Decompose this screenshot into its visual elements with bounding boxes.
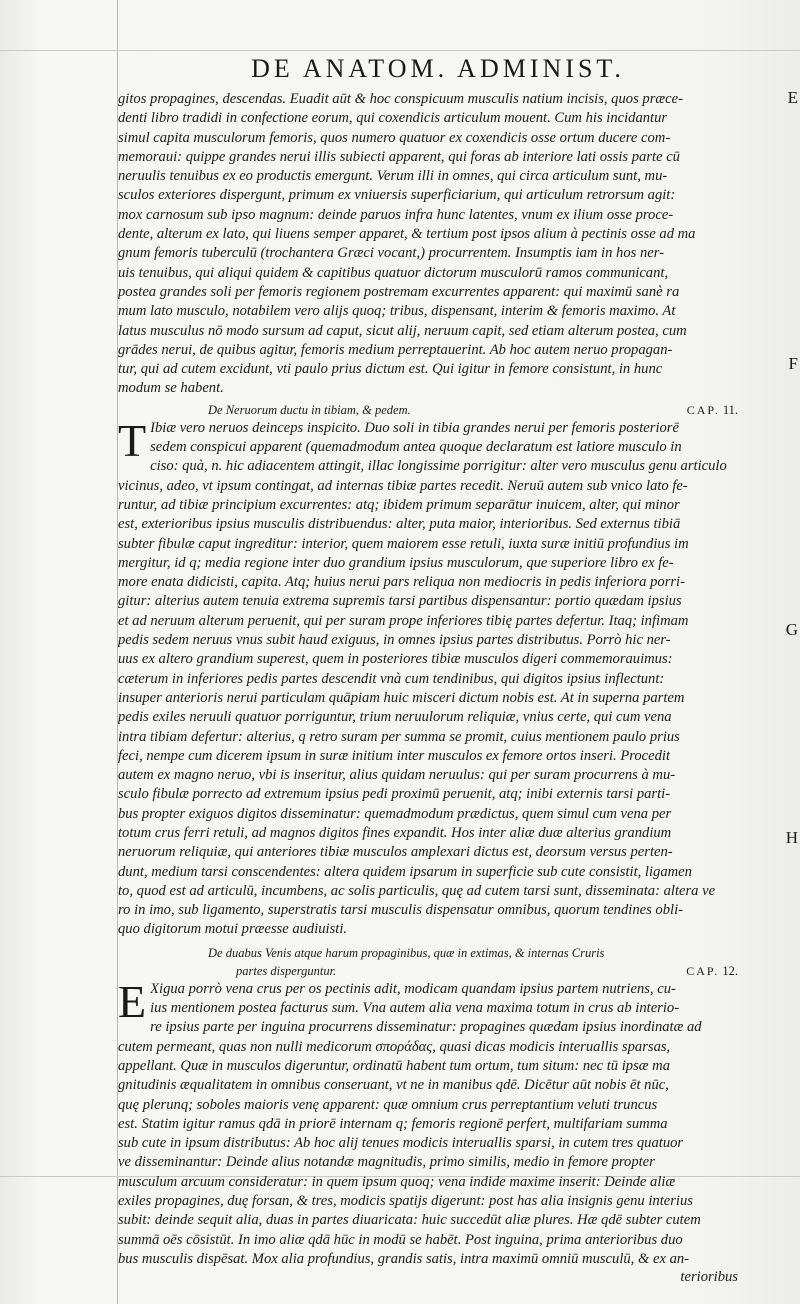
- chapter-12-line: quę plerunq; soboles maioris venę apparent: quæ omnium crus perreptantium veluti truncus: [118, 1096, 658, 1113]
- chapter-11-line: insuper anterioris nerui particulam quāpiam huic misceri dictum nobis est. At in superna partem: [118, 689, 685, 706]
- chapter-12-cap-label: CAP.: [686, 963, 720, 978]
- section-1-line: memoraui: quippe grandes nerui illis subiecti apparent, qui foras ab interiore lati ossis parte cū: [118, 148, 680, 165]
- chapter-11-line: ciso: quà, n. hic adiacentem attingit, illac longissime porrigitur: alter vero musculus genu articulo: [150, 458, 727, 475]
- chapter-12-title-cont: partes disperguntur.: [236, 963, 337, 978]
- chapter-12-line: cutem permeant, quas non nulli medicorum σποράδας, quasi dicas modicis interuallis sparsas,: [118, 1038, 671, 1055]
- section-1-line: latus musculus nō modo sursum ad caput, sicut alij, neruum capit, sed etiam alterum postea, cum: [118, 322, 687, 339]
- chapter-11-line: sedem conspicui apparent (quemadmodum antea quoque declaratum est latiore musculo in: [150, 439, 682, 456]
- chapter-12-heading: [118, 944, 758, 962]
- chapter-12-title: De duabus Venis atque harum propaginibus, quæ in extimas, & internas Cruris: [208, 945, 605, 960]
- book-page: [118, 54, 758, 1286]
- chapter-11-line: bus propter exiguos digitos disseminatur: quemadmodum prædictus, quem simul cum vena per: [118, 805, 672, 822]
- chapter-11-line: to, quod est ad articulū, incumbens, ac solis particulis, quę ad cutem tarsi sunt, disseminata: altera ve: [118, 882, 716, 899]
- chapter-11-line: cæterum in inferiores pedis partes descendit vnà cum tendinibus, qui digitos ipsius inflectunt:: [118, 670, 665, 687]
- chapter-12-text: [118, 975, 758, 1269]
- chapter-12-line: summā oēs cōsistūt. In imo aliæ qdā hūc in modū se habēt. Post inguina, prima anterioribus duo: [118, 1231, 683, 1248]
- chapter-11-line: intra tibiam defertur: alterius, q retro suram per summa se promit, cuius mentionem paulo prius: [118, 728, 680, 745]
- section-1-line: neruulis tenuibus ex eo productis emergunt. Verum illi in omnes, qui circa articulum sunt, mu-: [118, 168, 668, 185]
- section-1-line: postea grandes soli per femoris regionem postremam excurrentes apparent: qui maximū sanè ra: [118, 283, 680, 300]
- chapter-11-line: ro in imo, sub ligamento, superstratis tarsi musculis dispensatur omnibus, quorum tendines obli-: [118, 902, 683, 919]
- chapter-11-dropcap: T: [118, 414, 147, 466]
- running-head: DE ANATOM. ADMINIST.: [251, 54, 625, 83]
- chapter-11-line: pedis sedem neruus vnus subit haud exiguus, in omnes ipsius partes distributus. Porrò hic ner-: [118, 632, 671, 649]
- section-1-line: gnum femoris tuberculū (trochantera Græci vocant,) procurrentem. Insumptis iam in hos ner-: [118, 245, 664, 262]
- chapter-12-line: sub cute in ipsum distributus: Ab hoc alij tenues modicis interuallis sparsi, in cutem tres quatuor: [118, 1135, 684, 1152]
- chapter-11-line: vicinus, adeo, vt ipsum contingat, ad internas tibiæ partes recedit. Neruū autem sub vnico lato fe-: [118, 477, 688, 494]
- chapter-11-cap-number: 11.: [722, 402, 738, 417]
- chapter-11-line: quo digitorum motui præesse audiuisti.: [118, 921, 348, 938]
- chapter-11-line: subter fibulæ caput ingreditur: interior, quem maiorem esse retuli, iuxta suræ initiū profundius im: [118, 535, 689, 552]
- section-1-text: [118, 90, 758, 399]
- chapter-11-cap-label: CAP.: [686, 402, 720, 417]
- section-1-line: gitos propagines, descendas. Euadit aūt & hoc conspicuum musculis natium incisis, quos præce-: [118, 91, 683, 107]
- margin-letter-e: E: [787, 88, 798, 107]
- section-1-line: simul capita musculorum femoris, quos numero quatuor ex coxendicis osse ortum ducere com-: [118, 129, 671, 146]
- chapter-11-line: autem ex magno neruo, vbi is inseritur, alius quidam neruulus: qui per suram procurrens à mu-: [118, 767, 676, 784]
- chapter-12-line: exiles propagines, duę forsan, & tres, modicis spatijs digerunt: post has alia insignis genu interius: [118, 1193, 693, 1210]
- section-1-line: tur, qui ad cutem excidunt, vti paulo prius dictum est. Qui igitur in femore consistunt, in hunc: [118, 361, 663, 378]
- margin-letter-f: F: [788, 354, 798, 373]
- chapter-11-line: Ibiæ vero neruos deinceps inspicito. Duo soli in tibia grandes nerui per femoris posteriorē: [150, 419, 679, 436]
- chapter-12-heading-cont: [118, 962, 758, 980]
- chapter-11-line: dunt, medium tarsi conscendentes: altera quidem ipsarum in superficie sub cute consistit, ligamen: [118, 863, 692, 880]
- chapter-11-line: runtur, ad tibiæ principium excurrentes: atq; ibidem primum separātur inuicem, alter, qui minor: [118, 496, 680, 513]
- chapter-11-line: gitur: alterius autem tenuia extrema supremis tarsi partibus dispensantur: portio quædam ipsius: [118, 593, 682, 610]
- margin-letter-g: G: [785, 620, 798, 639]
- chapter-12-line: est. Statim igitur ramus qdā in priorē internam q; femoris regionē perfert, multifariam summa: [118, 1115, 668, 1132]
- chapter-11-heading: [118, 401, 758, 419]
- chapter-12-dropcap: E: [118, 975, 147, 1027]
- chapter-12-line: subit: deinde sequit alia, duas in partes diuaricata: huic succedūt aliæ plures. Hæ qdē subter cutem: [118, 1212, 701, 1229]
- chapter-11-line: neruorum reliquiæ, qui anteriores tibiæ musculos amplexari dictus est, deorsum versus perten-: [118, 844, 673, 861]
- chapter-12-line: bus musculis dispēsat. Mox alia profundius, grandis satis, intra maximū omniū musculū, & ex an-: [118, 1250, 690, 1267]
- section-1-line: grādes nerui, de quibus agitur, femoris medium perreptauerint. Ab hoc autem neruo propagan-: [118, 341, 673, 358]
- chapter-11-line: pedis exiles neruuli quatuor porriguntur, trium neruulorum reliquiæ, vnius certe, qui cum vena: [118, 709, 672, 726]
- chapter-12-line: Xigua porrò vena crus per os pectinis adit, modicam quandam ipsius partem nutriens, cu-: [150, 980, 676, 997]
- margin-letter-h: H: [785, 828, 798, 847]
- chapter-11-title: De Neruorum ductu in tibiam, & pedem.: [208, 402, 411, 417]
- section-1-line: uis tenuibus, qui aliqui quidem & capitibus quatuor dictorum musculorū ramos communicant,: [118, 264, 669, 281]
- chapter-12-line: appellant. Quæ in musculos digeruntur, ordinatū habent tum ortum, tum situm: nec tū ipsæ ma: [118, 1057, 670, 1074]
- section-1-line: sculos exteriores dispergunt, primum ex vniuersis superficiarium, qui articulum retrorsum agit:: [118, 187, 676, 204]
- section-1-line: mum lato musculo, notabilem vero alijs quoq; tribus, dispensant, interim & femoris maximo. At: [118, 303, 676, 320]
- chapter-12-line: musculum arcuum consideratur: in quem ipsum quoq; vena indide maxime inserit: Deinde aliæ: [118, 1173, 676, 1190]
- scan-top-rule: [0, 50, 800, 51]
- chapter-11-line: mergitur, id q; media regione inter duo grandium ipsius musculorum, que superiore libro ex fe-: [118, 554, 674, 571]
- chapter-11-line: totum crus ferri retuli, ad magnos digitos fines expandit. Hos inter aliæ duæ alterius grandium: [118, 824, 672, 841]
- chapter-12-cap-number: 12.: [722, 963, 738, 978]
- chapter-11-text: [118, 414, 758, 940]
- chapter-12-line: gnitudinis æqualitatem in omnibus conseruant, vt ne in manibus qdē. Dicētur aūt nobis ēt nūc,: [118, 1077, 669, 1094]
- section-1-line: mox carnosum sub ipso magnum: deinde paruos infra hunc latentes, vnum ex ilium osse proce-: [118, 206, 674, 223]
- chapter-12-line: ve disseminantur: Deinde alius notandæ magnitudis, primo similis, medio in femore propter: [118, 1154, 655, 1171]
- chapter-11-line: est, exterioribus ipsius musculis distribuendus: alter, puta maior, interioribus. Sed externus tibiā: [118, 516, 681, 533]
- chapter-12-line: ius mentionem postea facturus sum. Vna autem alia vena maxima totum in crus ab interio-: [150, 1000, 680, 1017]
- chapter-11-line: feci, nempe cum dicerem ipsum in suræ initium inter musculos ex femore ortos inseri. Procedit: [118, 747, 671, 764]
- chapter-11-line: more enata didicisti, capita. Atq; huius nerui pars reliqua non mediocris in pedis inferiora porri-: [118, 574, 685, 591]
- chapter-12-line: re ipsius parte per inguina procurrens disseminatur: propagines quædam ipsius inordinatæ ad: [150, 1019, 702, 1036]
- chapter-11-line: sculo fibulæ porrecto ad extremum ipsius pedi proximū peruenit, atq; inibi externis tarsi parti-: [118, 786, 671, 803]
- chapter-11-line: uus ex altero grandium superest, quem in posteriores tibiæ musculos digeri commemorauimus:: [118, 651, 673, 668]
- chapter-11-line: et ad neruum alterum peruenit, qui per suram prope inferiores tibię partes defertur. Itaq; infimam: [118, 612, 689, 629]
- section-1-line: modum se habent.: [118, 380, 224, 397]
- catchword: terioribus: [680, 1269, 738, 1286]
- section-1-line: dente, alterum ex lato, qui liuens semper apparet, & tertium post ipsos alium à pectinis osse ad ma: [118, 226, 696, 243]
- section-1-line: denti libro tradidi in confectione eorum, qui coxendicis articulum mouent. Cum his incidantur: [118, 110, 668, 127]
